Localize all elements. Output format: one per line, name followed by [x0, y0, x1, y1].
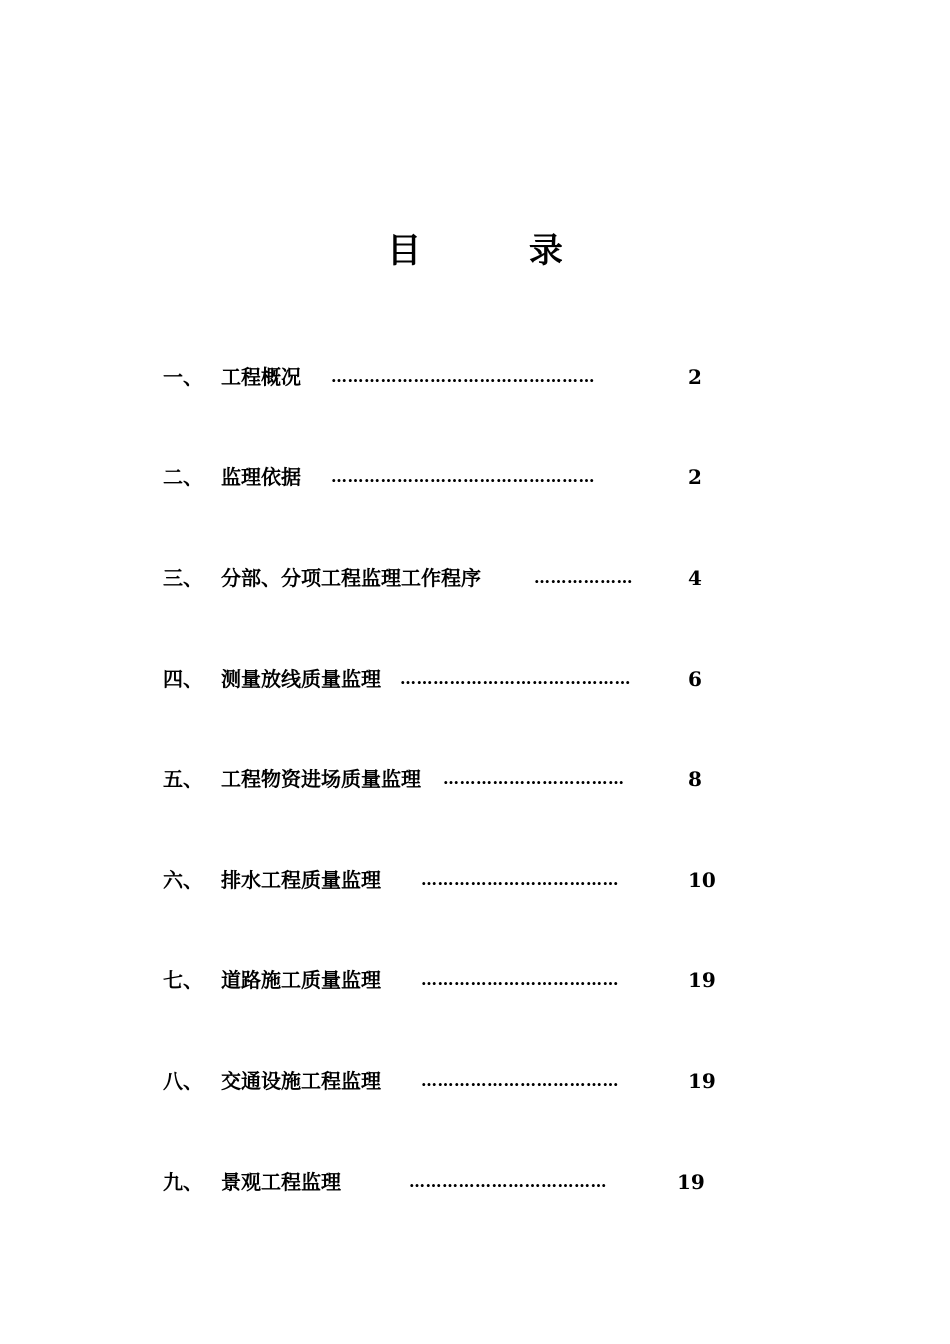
- toc-entry-number: 二、: [163, 465, 203, 489]
- toc-page-number: 2: [688, 365, 702, 389]
- toc-leader-dots: ………………………………: [421, 970, 619, 989]
- toc-page-number: 4: [688, 566, 702, 590]
- toc-entry-number: 一、: [163, 365, 203, 389]
- toc-entry-2[interactable]: [0, 462, 950, 492]
- toc-entry-label: 测量放线质量监理: [221, 667, 381, 691]
- toc-page-number: 19: [688, 1069, 716, 1093]
- toc-entry-8[interactable]: [0, 1066, 950, 1096]
- toc-entry-5[interactable]: [0, 764, 950, 794]
- toc-leader-dots: ………………………………: [421, 870, 619, 889]
- toc-leader-dots: ………………………………: [421, 1071, 619, 1090]
- toc-leader-dots: ……………………………………: [400, 669, 631, 688]
- toc-entry-6[interactable]: [0, 865, 950, 895]
- toc-entry-number: 五、: [163, 767, 203, 791]
- toc-page-number: 8: [688, 767, 702, 791]
- toc-leader-dots: ………………………………: [409, 1172, 607, 1191]
- toc-entry-7[interactable]: [0, 965, 950, 995]
- toc-entry-label: 排水工程质量监理: [221, 868, 381, 892]
- toc-entry-number: 七、: [163, 968, 203, 992]
- toc-entry-label: 工程物资进场质量监理: [221, 767, 421, 791]
- toc-page-number: 2: [688, 465, 702, 489]
- toc-entry-number: 三、: [163, 566, 203, 590]
- toc-leader-dots: ………………: [534, 568, 633, 587]
- toc-entry-number: 六、: [163, 868, 203, 892]
- toc-entry-number: 四、: [163, 667, 203, 691]
- toc-entry-label: 景观工程监理: [221, 1170, 341, 1194]
- toc-entry-1[interactable]: [0, 362, 950, 392]
- toc-page-number: 6: [688, 667, 702, 691]
- toc-page-number: 19: [688, 968, 716, 992]
- toc-entry-label: 分部、分项工程监理工作程序: [221, 566, 481, 590]
- toc-entry-label: 交通设施工程监理: [221, 1069, 381, 1093]
- toc-leader-dots: …………………………………………: [331, 467, 595, 486]
- toc-page-number: 19: [677, 1170, 705, 1194]
- toc-entry-label: 道路施工质量监理: [221, 968, 381, 992]
- toc-entry-label: 工程概况: [221, 365, 301, 389]
- toc-entry-9[interactable]: [0, 1167, 950, 1197]
- toc-leader-dots: ……………………………: [443, 769, 625, 788]
- page-title: 目 录: [387, 231, 611, 271]
- toc-entry-4[interactable]: [0, 664, 950, 694]
- toc-entry-number: 八、: [163, 1069, 203, 1093]
- toc-page-number: 10: [688, 868, 716, 892]
- toc-entry-3[interactable]: [0, 563, 950, 593]
- toc-entry-label: 监理依据: [221, 465, 301, 489]
- toc-leader-dots: …………………………………………: [331, 367, 595, 386]
- toc-entry-number: 九、: [163, 1170, 203, 1194]
